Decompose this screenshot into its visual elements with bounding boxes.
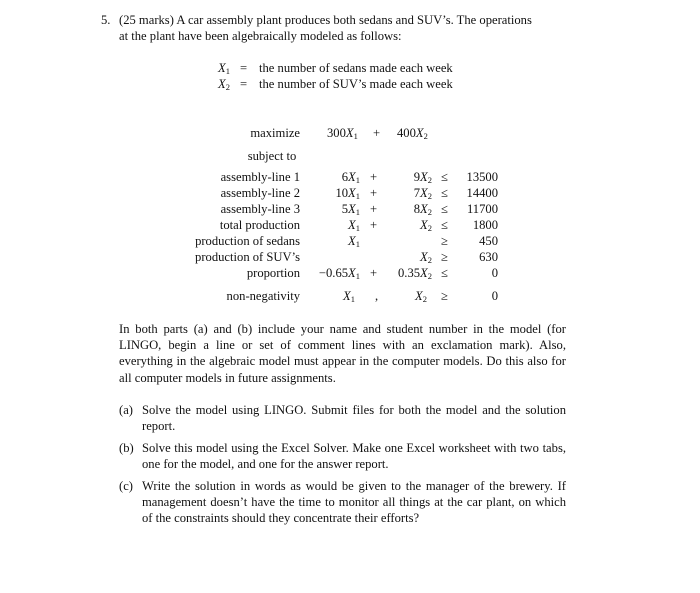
constraint-rhs: 11700 (466, 202, 498, 216)
instructions-paragraph: In both parts (a) and (b) include your name and student number in the model (for LINGO, begin a line or set of comment lines with an exclamation mark). Also, everything in the algebraic model must appear in the computer models. Do this also for all computer models in future assignments. (119, 322, 566, 385)
part-c-text: Write the solution in words as would be given to the manager of the brewery. If management doesn’t have the time to monitor all things at the car plant, on which of the constraints should they concentrate their efforts? (142, 479, 566, 526)
constraint-rhs: 450 (479, 234, 498, 248)
constraint-plus: + (370, 170, 378, 184)
constraint-label: production of SUV’s (195, 250, 300, 264)
constraint-relation: ≥ (441, 250, 448, 264)
constraint-row (0, 249, 700, 265)
variable-x2-equals: = (240, 77, 248, 91)
objective-term-2: $400X_2$ (397, 126, 428, 141)
part-b-label: (b) (119, 441, 134, 455)
constraint-x1-term: $X_1$ (348, 234, 360, 249)
variable-x1-symbol: $X_1$ (218, 61, 230, 76)
nonneg-relation: ≥ (441, 289, 448, 303)
variable-x2-symbol: $X_2$ (218, 77, 230, 92)
constraint-x1-term: $10X_1$ (335, 186, 360, 201)
constraint-x2-term: $8X_2$ (413, 202, 432, 217)
objective-plus: + (373, 126, 381, 140)
part-b-text: Solve this model using the Excel Solver. Make one Excel worksheet with two tabs, one for the model, and one for the answer report. (142, 441, 566, 472)
constraint-x1-term: $5X_1$ (341, 202, 360, 217)
constraint-row (0, 169, 700, 185)
constraint-x1-term: $6X_1$ (341, 170, 360, 185)
constraint-rhs: 14400 (466, 186, 498, 200)
constraint-row (0, 265, 700, 281)
constraint-relation: ≤ (441, 186, 448, 200)
constraint-relation: ≤ (441, 202, 448, 216)
constraint-rhs: 13500 (466, 170, 498, 184)
constraint-relation: ≥ (441, 234, 448, 248)
constraint-relation: ≤ (441, 218, 448, 232)
constraint-plus: + (370, 202, 378, 216)
constraint-rhs: 630 (479, 250, 498, 264)
constraint-label: assembly-line 1 (220, 170, 300, 184)
variable-x1-equals: = (240, 61, 248, 75)
nonneg-separator: , (375, 289, 379, 303)
subject-to-label: subject to (247, 149, 297, 163)
constraint-plus: + (370, 218, 378, 232)
objective-label: maximize (250, 126, 300, 140)
constraint-relation: ≤ (441, 266, 448, 280)
constraint-x2-term: $0.35X_2$ (398, 266, 432, 281)
nonneg-row (0, 288, 700, 304)
nonneg-rhs: 0 (491, 289, 498, 303)
constraint-x2-term: $7X_2$ (413, 186, 432, 201)
problem-intro-line2: at the plant have been algebraically modeled as follows: (119, 29, 402, 43)
constraint-row (0, 217, 700, 233)
constraint-label: total production (219, 218, 300, 232)
constraint-x1-term: $X_1$ (348, 218, 360, 233)
constraint-row (0, 233, 700, 249)
constraint-x1-term: $-0.65X_1$ (318, 266, 360, 281)
problem-intro (119, 12, 532, 28)
constraint-rhs: 0 (491, 266, 498, 280)
nonneg-label: non-negativity (226, 289, 300, 303)
problem-marks: (25 marks) (119, 13, 174, 27)
constraint-label: proportion (246, 266, 300, 280)
constraint-x2-term: $9X_2$ (413, 170, 432, 185)
constraint-rhs: 1800 (472, 218, 498, 232)
part-a-text: Solve the model using LINGO. Submit files for both the model and the solution report. (142, 403, 566, 434)
problem-intro-line1: A car assembly plant produces both sedans and SUV’s. The operations (176, 13, 532, 27)
constraint-plus: + (370, 186, 378, 200)
variable-x2-description: the number of SUV’s made each week (259, 77, 453, 91)
constraint-label: assembly-line 3 (220, 202, 300, 216)
nonneg-x2: $X_2$ (415, 289, 427, 304)
variable-x1-description: the number of sedans made each week (259, 61, 453, 75)
part-c-label: (c) (119, 479, 133, 493)
part-a-label: (a) (119, 403, 133, 417)
constraint-x2-term: $X_2$ (420, 218, 432, 233)
constraint-label: production of sedans (195, 234, 300, 248)
constraint-plus: + (370, 266, 378, 280)
problem-number: 5. (101, 13, 111, 27)
constraint-relation: ≤ (441, 170, 448, 184)
nonneg-x1: $X_1$ (343, 289, 355, 304)
constraint-row (0, 201, 700, 217)
constraint-x2-term: $X_2$ (420, 250, 432, 265)
objective-term-1: $300X_1$ (327, 126, 358, 141)
constraint-row (0, 185, 700, 201)
constraint-label: assembly-line 2 (220, 186, 300, 200)
